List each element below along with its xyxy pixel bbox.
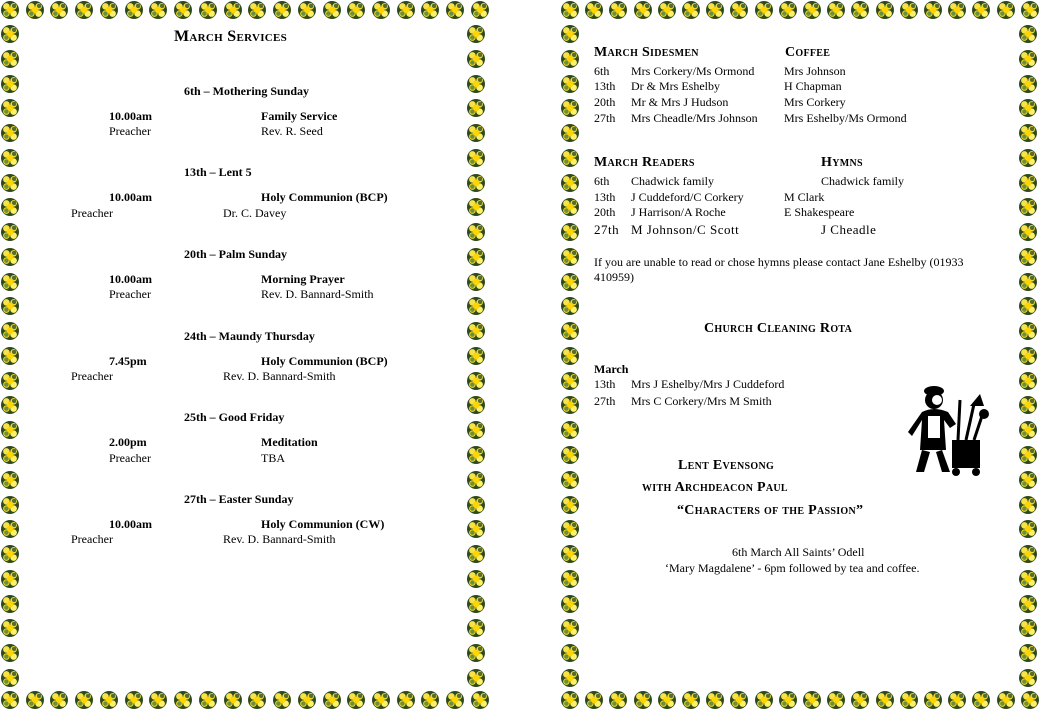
daffodil-flower-icon	[633, 0, 653, 20]
left-border-top	[0, 0, 490, 22]
daffodil-flower-icon	[584, 690, 604, 710]
daffodil-flower-icon	[608, 0, 628, 20]
right-border-left	[560, 24, 582, 688]
daffodil-flower-icon	[1018, 445, 1038, 465]
daffodil-flower-icon	[560, 0, 580, 20]
hymns-title: Hymns	[821, 155, 863, 170]
sidesmen-date: 13th	[594, 79, 616, 93]
daffodil-flower-icon	[899, 0, 919, 20]
evensong-detail: 6th March All Saints’ Odell	[732, 545, 865, 559]
daffodil-flower-icon	[1018, 470, 1038, 490]
hymns-name: M Clark	[784, 190, 825, 204]
daffodil-flower-icon	[466, 247, 486, 267]
daffodil-flower-icon	[297, 0, 317, 20]
daffodil-flower-icon	[754, 0, 774, 20]
daffodil-flower-icon	[1018, 495, 1038, 515]
service-heading: 20th – Palm Sunday	[184, 247, 288, 261]
daffodil-flower-icon	[148, 690, 168, 710]
daffodil-flower-icon	[49, 690, 69, 710]
daffodil-flower-icon	[560, 618, 580, 638]
daffodil-flower-icon	[1018, 618, 1038, 638]
preacher-name: Dr. C. Davey	[223, 206, 287, 220]
daffodil-flower-icon	[466, 49, 486, 69]
readers-note: If you are unable to read or chose hymns please contact Jane Eshelby (01933	[594, 255, 964, 269]
daffodil-flower-icon	[560, 643, 580, 663]
daffodil-flower-icon	[466, 321, 486, 341]
reader-date: 20th	[594, 205, 616, 219]
daffodil-flower-icon	[0, 148, 20, 168]
daffodil-flower-icon	[0, 618, 20, 638]
daffodil-flower-icon	[466, 470, 486, 490]
service-time: 10.00am	[109, 190, 152, 204]
daffodil-flower-icon	[560, 222, 580, 242]
daffodil-flower-icon	[420, 690, 440, 710]
daffodil-flower-icon	[74, 690, 94, 710]
reader-name: J Harrison/A Roche	[631, 205, 726, 219]
daffodil-flower-icon	[826, 0, 846, 20]
right-border-bottom	[560, 690, 1040, 712]
readers-note-cont: 410959)	[594, 270, 634, 284]
preacher-name: Rev. D. Bannard-Smith	[223, 369, 336, 383]
daffodil-flower-icon	[0, 98, 20, 118]
daffodil-flower-icon	[0, 643, 20, 663]
preacher-label: Preacher	[71, 206, 113, 220]
cleaner-with-brooms-icon	[900, 380, 990, 480]
daffodil-flower-icon	[466, 371, 486, 391]
preacher-label: Preacher	[109, 287, 151, 301]
service-time: 10.00am	[109, 109, 152, 123]
daffodil-flower-icon	[560, 24, 580, 44]
coffee-name: Mrs Corkery	[784, 95, 846, 109]
daffodil-flower-icon	[99, 690, 119, 710]
daffodil-flower-icon	[0, 0, 20, 20]
daffodil-flower-icon	[608, 690, 628, 710]
evensong-theme: “Characters of the Passion”	[677, 503, 864, 518]
daffodil-flower-icon	[0, 519, 20, 539]
daffodil-flower-icon	[560, 197, 580, 217]
service-time: 10.00am	[109, 272, 152, 286]
daffodil-flower-icon	[560, 519, 580, 539]
daffodil-flower-icon	[124, 690, 144, 710]
right-border-top	[560, 0, 1040, 22]
daffodil-flower-icon	[0, 173, 20, 193]
cleaning-names: Mrs J Eshelby/Mrs J Cuddeford	[631, 377, 785, 391]
sidesmen-date: 6th	[594, 64, 610, 78]
sidesmen-name: Dr & Mrs Eshelby	[631, 79, 720, 93]
preacher-label: Preacher	[109, 451, 151, 465]
daffodil-flower-icon	[297, 690, 317, 710]
daffodil-flower-icon	[1018, 173, 1038, 193]
daffodil-flower-icon	[470, 0, 490, 20]
preacher-name: Rev. D. Bannard-Smith	[261, 287, 374, 301]
daffodil-flower-icon	[754, 690, 774, 710]
daffodil-flower-icon	[729, 690, 749, 710]
daffodil-flower-icon	[0, 74, 20, 94]
daffodil-flower-icon	[272, 0, 292, 20]
daffodil-flower-icon	[1018, 346, 1038, 366]
service-time: 2.00pm	[109, 435, 147, 449]
daffodil-flower-icon	[0, 346, 20, 366]
daffodil-flower-icon	[1018, 395, 1038, 415]
service-heading: 6th – Mothering Sunday	[184, 84, 310, 98]
daffodil-flower-icon	[420, 0, 440, 20]
preacher-label: Preacher	[71, 369, 113, 383]
reader-name: J Cuddeford/C Corkery	[631, 190, 744, 204]
daffodil-flower-icon	[560, 594, 580, 614]
daffodil-flower-icon	[223, 0, 243, 20]
coffee-name: Mrs Eshelby/Ms Ormond	[784, 111, 907, 125]
daffodil-flower-icon	[560, 123, 580, 143]
daffodil-flower-icon	[1018, 519, 1038, 539]
daffodil-flower-icon	[0, 49, 20, 69]
cleaning-names: Mrs C Corkery/Mrs M Smith	[631, 394, 772, 408]
daffodil-flower-icon	[971, 690, 991, 710]
daffodil-flower-icon	[396, 0, 416, 20]
daffodil-flower-icon	[1018, 74, 1038, 94]
daffodil-flower-icon	[346, 0, 366, 20]
evensong-subtitle: with Archdeacon Paul	[642, 480, 788, 495]
daffodil-flower-icon	[996, 690, 1016, 710]
daffodil-flower-icon	[560, 98, 580, 118]
daffodil-flower-icon	[466, 668, 486, 688]
daffodil-flower-icon	[560, 445, 580, 465]
daffodil-flower-icon	[466, 519, 486, 539]
left-border-bottom	[0, 690, 490, 712]
daffodil-flower-icon	[1020, 0, 1040, 20]
cleaning-date: 13th	[594, 377, 616, 391]
daffodil-flower-icon	[1018, 49, 1038, 69]
right-page	[560, 0, 1040, 712]
daffodil-flower-icon	[466, 296, 486, 316]
daffodil-flower-icon	[1018, 123, 1038, 143]
coffee-name: H Chapman	[784, 79, 842, 93]
daffodil-flower-icon	[0, 495, 20, 515]
daffodil-flower-icon	[705, 0, 725, 20]
daffodil-flower-icon	[371, 690, 391, 710]
daffodil-flower-icon	[322, 690, 342, 710]
daffodil-flower-icon	[466, 618, 486, 638]
daffodil-flower-icon	[74, 0, 94, 20]
preacher-name: TBA	[261, 451, 285, 465]
daffodil-flower-icon	[0, 123, 20, 143]
daffodil-flower-icon	[560, 247, 580, 267]
daffodil-flower-icon	[466, 420, 486, 440]
hymns-name: E Shakespeare	[784, 205, 855, 219]
service-name: Family Service	[261, 109, 338, 123]
daffodil-flower-icon	[466, 594, 486, 614]
service-name: Holy Communion (BCP)	[261, 190, 388, 204]
daffodil-flower-icon	[0, 247, 20, 267]
daffodil-flower-icon	[322, 0, 342, 20]
daffodil-flower-icon	[560, 74, 580, 94]
daffodil-flower-icon	[1018, 272, 1038, 292]
daffodil-flower-icon	[560, 148, 580, 168]
daffodil-flower-icon	[0, 690, 20, 710]
daffodil-flower-icon	[657, 0, 677, 20]
daffodil-flower-icon	[466, 123, 486, 143]
daffodil-flower-icon	[560, 420, 580, 440]
service-name: Meditation	[261, 435, 318, 449]
sidesmen-title: March Sidesmen	[594, 45, 699, 60]
preacher-name: Rev. D. Bannard-Smith	[223, 532, 336, 546]
daffodil-flower-icon	[850, 0, 870, 20]
daffodil-flower-icon	[0, 395, 20, 415]
daffodil-flower-icon	[371, 0, 391, 20]
daffodil-flower-icon	[1018, 296, 1038, 316]
daffodil-flower-icon	[49, 0, 69, 20]
daffodil-flower-icon	[466, 544, 486, 564]
daffodil-flower-icon	[947, 0, 967, 20]
sidesmen-date: 20th	[594, 95, 616, 109]
daffodil-flower-icon	[584, 0, 604, 20]
daffodil-flower-icon	[198, 690, 218, 710]
daffodil-flower-icon	[0, 272, 20, 292]
daffodil-flower-icon	[826, 690, 846, 710]
daffodil-flower-icon	[466, 395, 486, 415]
daffodil-flower-icon	[681, 0, 701, 20]
evensong-title: Lent Evensong	[678, 458, 775, 473]
daffodil-flower-icon	[223, 690, 243, 710]
daffodil-flower-icon	[0, 445, 20, 465]
daffodil-flower-icon	[0, 420, 20, 440]
reader-date: 27th	[594, 222, 620, 237]
daffodil-flower-icon	[0, 321, 20, 341]
daffodil-flower-icon	[971, 0, 991, 20]
daffodil-flower-icon	[247, 690, 267, 710]
daffodil-flower-icon	[1020, 690, 1040, 710]
cleaning-title: Church Cleaning Rota	[704, 321, 853, 336]
service-time: 7.45pm	[109, 354, 147, 368]
daffodil-flower-icon	[1018, 668, 1038, 688]
daffodil-flower-icon	[802, 0, 822, 20]
sidesmen-name: Mr & Mrs J Hudson	[631, 95, 729, 109]
daffodil-flower-icon	[560, 49, 580, 69]
daffodil-flower-icon	[470, 690, 490, 710]
daffodil-flower-icon	[560, 371, 580, 391]
daffodil-flower-icon	[466, 495, 486, 515]
daffodil-flower-icon	[1018, 643, 1038, 663]
service-name: Holy Communion (CW)	[261, 517, 385, 531]
daffodil-flower-icon	[560, 346, 580, 366]
sidesmen-name: Mrs Cheadle/Mrs Johnson	[631, 111, 758, 125]
coffee-title: Coffee	[785, 45, 831, 60]
daffodil-flower-icon	[0, 222, 20, 242]
daffodil-flower-icon	[466, 74, 486, 94]
daffodil-flower-icon	[633, 690, 653, 710]
daffodil-flower-icon	[466, 98, 486, 118]
daffodil-flower-icon	[1018, 420, 1038, 440]
daffodil-flower-icon	[1018, 197, 1038, 217]
daffodil-flower-icon	[272, 690, 292, 710]
daffodil-flower-icon	[778, 690, 798, 710]
daffodil-flower-icon	[99, 0, 119, 20]
daffodil-flower-icon	[0, 594, 20, 614]
reader-date: 6th	[594, 174, 610, 188]
daffodil-flower-icon	[705, 690, 725, 710]
daffodil-flower-icon	[923, 690, 943, 710]
daffodil-flower-icon	[1018, 222, 1038, 242]
reader-date: 13th	[594, 190, 616, 204]
preacher-label: Preacher	[71, 532, 113, 546]
daffodil-flower-icon	[0, 197, 20, 217]
daffodil-flower-icon	[1018, 247, 1038, 267]
readers-title: March Readers	[594, 155, 695, 170]
left-page	[0, 0, 490, 712]
service-heading: 24th – Maundy Thursday	[184, 329, 315, 343]
reader-name: M Johnson/C Scott	[631, 222, 740, 237]
daffodil-flower-icon	[1018, 98, 1038, 118]
daffodil-flower-icon	[466, 24, 486, 44]
service-heading: 13th – Lent 5	[184, 165, 252, 179]
daffodil-flower-icon	[1018, 544, 1038, 564]
daffodil-flower-icon	[1018, 148, 1038, 168]
services-title: March Services	[174, 28, 288, 45]
daffodil-flower-icon	[466, 346, 486, 366]
hymns-name: Chadwick family	[821, 174, 904, 188]
daffodil-flower-icon	[560, 395, 580, 415]
sidesmen-name: Mrs Corkery/Ms Ormond	[631, 64, 755, 78]
daffodil-flower-icon	[148, 0, 168, 20]
daffodil-flower-icon	[560, 173, 580, 193]
cleaning-month: March	[594, 362, 629, 376]
daffodil-flower-icon	[198, 0, 218, 20]
coffee-name: Mrs Johnson	[784, 64, 846, 78]
hymns-name: J Cheadle	[821, 222, 877, 237]
daffodil-flower-icon	[1018, 594, 1038, 614]
daffodil-flower-icon	[0, 24, 20, 44]
daffodil-flower-icon	[396, 690, 416, 710]
cleaning-date: 27th	[594, 394, 616, 408]
daffodil-flower-icon	[850, 690, 870, 710]
daffodil-flower-icon	[0, 569, 20, 589]
reader-name: Chadwick family	[631, 174, 714, 188]
daffodil-flower-icon	[560, 668, 580, 688]
daffodil-flower-icon	[1018, 569, 1038, 589]
service-time: 10.00am	[109, 517, 152, 531]
daffodil-flower-icon	[1018, 24, 1038, 44]
daffodil-flower-icon	[657, 690, 677, 710]
daffodil-flower-icon	[0, 296, 20, 316]
daffodil-flower-icon	[802, 690, 822, 710]
daffodil-flower-icon	[173, 0, 193, 20]
daffodil-flower-icon	[947, 690, 967, 710]
daffodil-flower-icon	[560, 569, 580, 589]
daffodil-flower-icon	[899, 690, 919, 710]
daffodil-flower-icon	[25, 0, 45, 20]
service-heading: 25th – Good Friday	[184, 410, 285, 424]
daffodil-flower-icon	[173, 690, 193, 710]
daffodil-flower-icon	[0, 470, 20, 490]
daffodil-flower-icon	[560, 544, 580, 564]
daffodil-flower-icon	[25, 690, 45, 710]
daffodil-flower-icon	[560, 321, 580, 341]
daffodil-flower-icon	[560, 272, 580, 292]
daffodil-flower-icon	[346, 690, 366, 710]
daffodil-flower-icon	[466, 272, 486, 292]
daffodil-flower-icon	[445, 690, 465, 710]
daffodil-flower-icon	[875, 0, 895, 20]
daffodil-flower-icon	[778, 0, 798, 20]
daffodil-flower-icon	[875, 690, 895, 710]
preacher-name: Rev. R. Seed	[261, 124, 323, 138]
left-border-right	[466, 24, 488, 688]
preacher-label: Preacher	[109, 124, 151, 138]
daffodil-flower-icon	[466, 148, 486, 168]
daffodil-flower-icon	[0, 371, 20, 391]
daffodil-flower-icon	[0, 668, 20, 688]
daffodil-flower-icon	[466, 197, 486, 217]
evensong-detail: ‘Mary Magdalene’ - 6pm followed by tea and coffee.	[665, 561, 920, 575]
daffodil-flower-icon	[560, 690, 580, 710]
daffodil-flower-icon	[681, 690, 701, 710]
daffodil-flower-icon	[247, 0, 267, 20]
daffodil-flower-icon	[466, 173, 486, 193]
daffodil-flower-icon	[1018, 371, 1038, 391]
daffodil-flower-icon	[445, 0, 465, 20]
left-border-left	[0, 24, 22, 688]
service-name: Holy Communion (BCP)	[261, 354, 388, 368]
daffodil-flower-icon	[466, 445, 486, 465]
daffodil-flower-icon	[996, 0, 1016, 20]
daffodil-flower-icon	[729, 0, 749, 20]
daffodil-flower-icon	[466, 569, 486, 589]
daffodil-flower-icon	[0, 544, 20, 564]
daffodil-flower-icon	[923, 0, 943, 20]
daffodil-flower-icon	[466, 643, 486, 663]
daffodil-flower-icon	[560, 470, 580, 490]
daffodil-flower-icon	[466, 222, 486, 242]
daffodil-flower-icon	[1018, 321, 1038, 341]
daffodil-flower-icon	[560, 495, 580, 515]
right-border-right	[1018, 24, 1040, 688]
service-heading: 27th – Easter Sunday	[184, 492, 294, 506]
daffodil-flower-icon	[560, 296, 580, 316]
sidesmen-date: 27th	[594, 111, 616, 125]
service-name: Morning Prayer	[261, 272, 345, 286]
daffodil-flower-icon	[124, 0, 144, 20]
